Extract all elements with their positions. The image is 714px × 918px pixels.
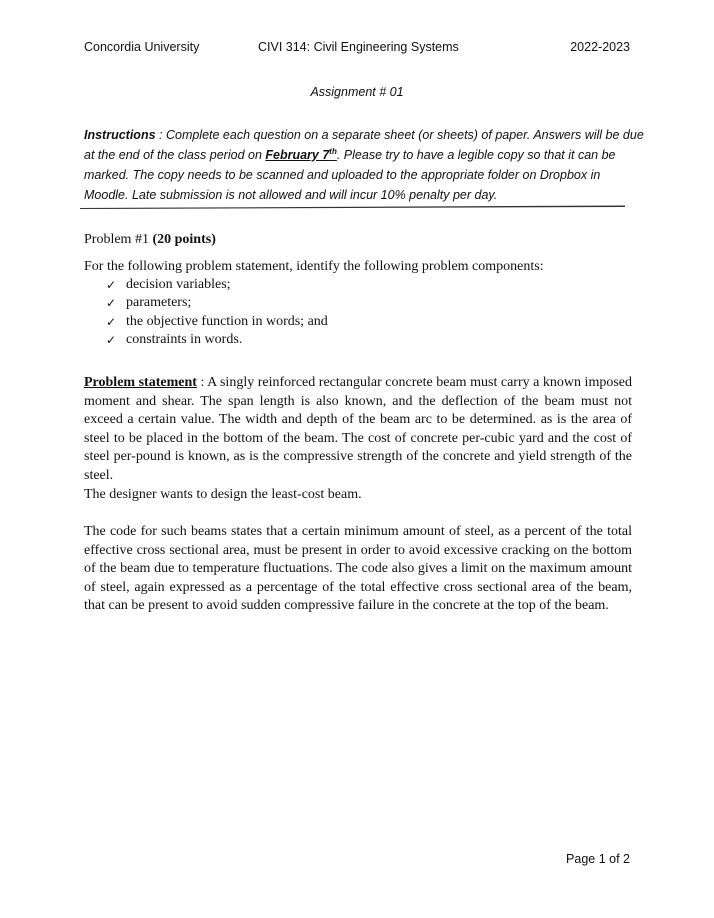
- checklist-item: ✓ constraints in words.: [106, 331, 328, 349]
- problem-intro: For the following problem statement, identify the following problem components:: [84, 259, 544, 274]
- section-divider: [80, 205, 625, 209]
- components-checklist: [106, 276, 328, 349]
- instructions-text-start: : Complete each question on a separate sheet (or sheets) of paper. Answers will be due at the end of the class period on: [84, 128, 644, 162]
- instructions-block: [84, 125, 644, 205]
- instructions-label: Instructions: [84, 128, 156, 142]
- checkmark-icon: ✓: [106, 296, 117, 311]
- checklist-item: ✓ decision variables;: [106, 276, 328, 294]
- checkmark-icon: ✓: [106, 314, 117, 329]
- page-number: Page 1 of 2: [566, 852, 630, 866]
- assignment-title: Assignment # 01: [310, 85, 404, 99]
- header-year: 2022-2023: [570, 40, 630, 54]
- designer-goal-paragraph: The designer wants to design the least-cost beam.: [84, 487, 362, 502]
- problem-heading: [84, 232, 216, 248]
- header-course: CIVI 314: Civil Engineering Systems: [258, 40, 459, 54]
- due-date-suffix: th: [329, 146, 337, 156]
- due-date-text: February 7: [265, 148, 330, 162]
- due-date: [265, 148, 336, 162]
- instructions-text-end: . Please try to have a legible copy so that it can be marked. The copy needs to be scanned and uploaded to the appropriate folder on Dropbox in Moodle. Late submission is not allowed and will incur 10% penalty per day.: [84, 148, 616, 202]
- checklist-item: ✓ parameters;: [106, 294, 328, 312]
- checklist-item: ✓ the objective function in words; and: [106, 313, 328, 331]
- page-header: [84, 40, 630, 58]
- code-requirements-paragraph: The code for such beams states that a certain minimum amount of steel, as a percent of the total effective cross sectional area, must be present in order to avoid excessive cracking on the bottom of the beam due to temperature fluctuations. The code also gives a limit on the maximum amount of steel, again expressed as a percentage of the total effective cross sectional area of the beam, that can be present to avoid sudden compressive failure in the concrete at the top of the beam.: [84, 524, 632, 614]
- header-university: Concordia University: [84, 40, 200, 54]
- problem-statement: [84, 374, 632, 486]
- checkmark-icon: ✓: [106, 278, 117, 292]
- checkmark-icon: ✓: [106, 332, 117, 347]
- problem-statement-text: : A singly reinforced rectangular concrete beam must carry a known imposed moment and shear. The span length is also known, and the deflection of the beam must not exceed a certain value. The width and depth of the beam arc to be determined. as is the area of steel to be placed in the bottom of the beam. The cost of concrete per-cubic yard and the cost of steel per-pound is known, as is the compressive strength of the concrete and yield strength of the steel.: [84, 375, 632, 483]
- problem-points: (20 points): [152, 232, 216, 247]
- problem-statement-label: Problem statement: [84, 375, 197, 390]
- problem-number: Problem #1: [84, 232, 149, 247]
